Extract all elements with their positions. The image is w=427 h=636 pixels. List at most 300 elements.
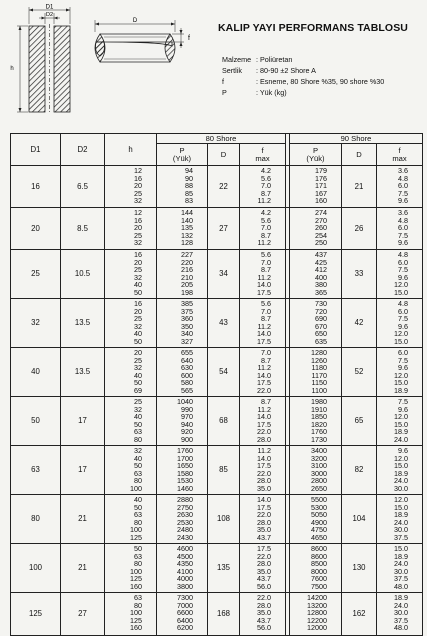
cell-value: 15.0 bbox=[394, 544, 408, 553]
cell-value: 250 bbox=[315, 238, 327, 247]
cell-h bbox=[105, 446, 157, 495]
cell-value: 5.6 bbox=[261, 250, 271, 259]
h-dimension bbox=[17, 26, 28, 112]
cell-value: 1100 bbox=[311, 385, 327, 395]
cell-h bbox=[105, 166, 157, 208]
cell-value: 100 bbox=[130, 525, 142, 534]
cell-value: 12200 bbox=[307, 615, 327, 625]
cell-p80 bbox=[157, 495, 208, 544]
cell-f80 bbox=[240, 397, 286, 446]
cell-value: 970 bbox=[181, 412, 193, 421]
cell-value: 35.0 bbox=[257, 608, 271, 617]
cell-d90: 42 bbox=[342, 299, 377, 348]
cell-p90 bbox=[290, 544, 342, 593]
cell-value: 4600 bbox=[177, 544, 193, 553]
cell-d1: 20 bbox=[11, 208, 61, 250]
table-row bbox=[11, 166, 423, 208]
cell-value: 30.0 bbox=[394, 608, 408, 617]
cell-value: 5.6 bbox=[261, 173, 271, 183]
cell-value: 50 bbox=[134, 544, 142, 553]
spec-row bbox=[222, 76, 384, 87]
cell-value: 32 bbox=[134, 272, 142, 282]
cell-value: 730 bbox=[315, 299, 327, 308]
cell-value: 2630 bbox=[177, 510, 193, 519]
cell-value: 17.5 bbox=[257, 419, 271, 429]
cell-value: 24.0 bbox=[394, 434, 408, 444]
col-header-h: h bbox=[105, 134, 157, 166]
cell-h bbox=[105, 544, 157, 593]
cell-p80 bbox=[157, 166, 208, 208]
cell-d90: 82 bbox=[342, 446, 377, 495]
cell-value: 12 bbox=[134, 166, 142, 175]
cell-value: 360 bbox=[181, 314, 193, 323]
cell-p90 bbox=[290, 208, 342, 250]
cell-value: 50 bbox=[134, 461, 142, 470]
cell-value: 56.0 bbox=[257, 581, 271, 591]
cell-p90 bbox=[290, 593, 342, 636]
cell-value: 14200 bbox=[307, 593, 327, 602]
cell-value: 15.0 bbox=[394, 461, 408, 470]
cell-value: 176 bbox=[315, 173, 327, 183]
cell-value: 327 bbox=[181, 336, 193, 346]
cell-d2: 21 bbox=[61, 495, 105, 544]
cell-value: 1260 bbox=[311, 355, 327, 365]
cell-h bbox=[105, 397, 157, 446]
cell-value: 4.8 bbox=[398, 215, 408, 225]
cell-p90 bbox=[290, 250, 342, 299]
cell-value: 216 bbox=[181, 265, 193, 274]
cell-f80 bbox=[240, 446, 286, 495]
group-header-80-shore: 80 Shore bbox=[157, 134, 286, 144]
cell-value: 6.0 bbox=[398, 223, 408, 232]
cell-d90: 52 bbox=[342, 348, 377, 397]
cell-value: 28.0 bbox=[257, 559, 271, 568]
cell-d80: 135 bbox=[208, 544, 240, 593]
cell-value: 15.0 bbox=[394, 287, 408, 297]
cell-d1: 125 bbox=[11, 593, 61, 636]
cell-value: 2750 bbox=[177, 502, 193, 512]
cell-value: 4650 bbox=[311, 532, 327, 542]
cell-value: 80 bbox=[134, 559, 142, 568]
cell-d1: 16 bbox=[11, 166, 61, 208]
cell-value: 17.5 bbox=[257, 287, 271, 297]
cell-p80 bbox=[157, 593, 208, 636]
cell-value: 12.0 bbox=[394, 495, 408, 504]
table-row bbox=[11, 446, 423, 495]
cell-value: 17.5 bbox=[257, 378, 271, 387]
spec-label: f bbox=[222, 77, 224, 86]
cell-value: 7.0 bbox=[261, 181, 271, 190]
cell-value: 900 bbox=[181, 434, 193, 444]
cell-value: 437 bbox=[315, 250, 327, 259]
cell-value: 56.0 bbox=[257, 623, 271, 632]
spec-list bbox=[222, 54, 384, 98]
cell-value: 9.6 bbox=[398, 321, 408, 331]
cell-value: 63 bbox=[134, 593, 142, 602]
cell-value: 274 bbox=[315, 208, 327, 217]
cell-value: 350 bbox=[181, 321, 193, 331]
spring-cross-section bbox=[29, 24, 70, 114]
cell-p90 bbox=[290, 348, 342, 397]
table-row bbox=[11, 495, 423, 544]
cell-value: 24.0 bbox=[394, 517, 408, 527]
cell-value: 40 bbox=[134, 329, 142, 338]
cell-value: 3.6 bbox=[398, 208, 408, 217]
cell-value: 22.0 bbox=[257, 551, 271, 561]
cell-p80 bbox=[157, 250, 208, 299]
cell-d80: 43 bbox=[208, 299, 240, 348]
spec-value: : Poliüretan bbox=[256, 55, 293, 64]
cell-value: 1760 bbox=[177, 446, 193, 455]
spec-label: P bbox=[222, 88, 227, 97]
cell-value: 375 bbox=[181, 306, 193, 316]
cell-d1: 100 bbox=[11, 544, 61, 593]
cell-value: 16 bbox=[134, 299, 142, 308]
cell-value: 8000 bbox=[311, 566, 327, 576]
cell-value: 40 bbox=[134, 453, 142, 463]
cell-value: 3000 bbox=[311, 468, 327, 478]
cell-value: 340 bbox=[181, 329, 193, 338]
cell-value: 32 bbox=[134, 196, 142, 205]
cell-value: 15.0 bbox=[394, 378, 408, 387]
cell-value: 14.0 bbox=[257, 412, 271, 421]
cell-value: 94 bbox=[185, 166, 193, 175]
cell-value: 4900 bbox=[311, 517, 327, 527]
cell-f90 bbox=[377, 348, 423, 397]
cell-value: 8.7 bbox=[261, 355, 271, 365]
cell-value: 16 bbox=[134, 215, 142, 225]
cell-value: 63 bbox=[134, 551, 142, 561]
cell-value: 12.0 bbox=[394, 329, 408, 338]
cell-value: 412 bbox=[315, 265, 327, 274]
cell-p90 bbox=[290, 397, 342, 446]
cell-value: 144 bbox=[181, 208, 193, 217]
cell-value: 15.0 bbox=[394, 502, 408, 512]
cell-value: 13200 bbox=[307, 600, 327, 610]
cell-value: 6.0 bbox=[398, 306, 408, 316]
spec-row bbox=[222, 54, 384, 65]
cell-value: 5050 bbox=[311, 510, 327, 519]
cell-value: 7.0 bbox=[261, 306, 271, 316]
cell-value: 940 bbox=[181, 419, 193, 429]
cell-value: 6.0 bbox=[398, 348, 408, 357]
cell-value: 3200 bbox=[311, 453, 327, 463]
cell-value: 4500 bbox=[177, 551, 193, 561]
cell-value: 635 bbox=[315, 336, 327, 346]
cell-d2: 27 bbox=[61, 593, 105, 636]
cell-value: 1980 bbox=[311, 397, 327, 406]
spec-label: Sertlik bbox=[222, 66, 242, 75]
cell-d1: 50 bbox=[11, 397, 61, 446]
cell-value: 7.0 bbox=[261, 257, 271, 267]
cell-value: 2530 bbox=[177, 517, 193, 527]
cell-value: 3.6 bbox=[398, 166, 408, 175]
cell-value: 18.9 bbox=[394, 593, 408, 602]
cell-value: 6200 bbox=[177, 623, 193, 632]
spec-value: : Esneme, 80 Shore %35, 90 shore %30 bbox=[256, 77, 385, 86]
cell-p90 bbox=[290, 166, 342, 208]
cell-value: 160 bbox=[315, 196, 327, 205]
cell-value: 3400 bbox=[311, 446, 327, 455]
cell-value: 63 bbox=[134, 427, 142, 436]
cell-value: 1460 bbox=[177, 483, 193, 493]
cell-value: 15.0 bbox=[394, 336, 408, 346]
cell-value: 580 bbox=[181, 378, 193, 387]
cell-value: 7.5 bbox=[398, 314, 408, 323]
col-header-f-80: f max bbox=[240, 144, 286, 166]
cell-d1: 40 bbox=[11, 348, 61, 397]
cell-d80: 168 bbox=[208, 593, 240, 636]
cell-value: 1760 bbox=[311, 427, 327, 436]
cell-f90 bbox=[377, 166, 423, 208]
cell-value: 171 bbox=[315, 181, 327, 190]
cell-value: 100 bbox=[130, 566, 142, 576]
cell-value: 7.0 bbox=[261, 348, 271, 357]
cell-value: 25 bbox=[134, 188, 142, 198]
cell-value: 600 bbox=[181, 370, 193, 380]
d1-label: D1 bbox=[45, 4, 54, 11]
cell-f90 bbox=[377, 593, 423, 636]
cell-value: 18.9 bbox=[394, 385, 408, 395]
cell-value: 630 bbox=[181, 363, 193, 372]
cell-value: 7.5 bbox=[398, 355, 408, 365]
cell-value: 655 bbox=[181, 348, 193, 357]
cell-d90: 26 bbox=[342, 208, 377, 250]
cell-d80: 68 bbox=[208, 397, 240, 446]
cell-f80 bbox=[240, 593, 286, 636]
cell-value: 210 bbox=[181, 272, 193, 282]
cell-d2: 6.5 bbox=[61, 166, 105, 208]
cell-value: 12.0 bbox=[394, 453, 408, 463]
cell-value: 43.7 bbox=[257, 532, 271, 542]
cell-value: 14.0 bbox=[257, 495, 271, 504]
cell-value: 990 bbox=[181, 404, 193, 414]
cell-value: 30.0 bbox=[394, 525, 408, 534]
cell-value: 43.7 bbox=[257, 615, 271, 625]
cell-value: 48.0 bbox=[394, 623, 408, 632]
cell-d90: 130 bbox=[342, 544, 377, 593]
col-header-f-90: f max bbox=[377, 144, 423, 166]
cell-value: 160 bbox=[130, 623, 142, 632]
cell-d80: 22 bbox=[208, 166, 240, 208]
cell-d80: 85 bbox=[208, 446, 240, 495]
cell-value: 8.7 bbox=[261, 188, 271, 198]
cell-value: 1730 bbox=[311, 434, 327, 444]
cell-value: 35.0 bbox=[257, 483, 271, 493]
cell-value: 227 bbox=[181, 250, 193, 259]
spring-diagram bbox=[4, 4, 204, 124]
cell-value: 24.0 bbox=[394, 559, 408, 568]
cell-value: 50 bbox=[134, 502, 142, 512]
cell-value: 25 bbox=[134, 397, 142, 406]
cell-value: 20 bbox=[134, 223, 142, 232]
table-row bbox=[11, 544, 423, 593]
cell-value: 25 bbox=[134, 355, 142, 365]
cell-value: 385 bbox=[181, 299, 193, 308]
cell-value: 43.7 bbox=[257, 574, 271, 583]
cell-value: 2480 bbox=[177, 525, 193, 534]
cell-value: 205 bbox=[181, 280, 193, 289]
cell-value: 18.9 bbox=[394, 510, 408, 519]
cell-value: 425 bbox=[315, 257, 327, 267]
table-row bbox=[11, 348, 423, 397]
cell-value: 650 bbox=[315, 329, 327, 338]
cell-value: 18.9 bbox=[394, 427, 408, 436]
cell-value: 260 bbox=[315, 223, 327, 232]
cell-f80 bbox=[240, 250, 286, 299]
cell-value: 11.2 bbox=[257, 238, 271, 247]
cell-value: 1820 bbox=[311, 419, 327, 429]
cell-d1: 32 bbox=[11, 299, 61, 348]
cell-value: 2650 bbox=[311, 483, 327, 493]
cell-value: 12.0 bbox=[394, 370, 408, 380]
cell-value: 28.0 bbox=[257, 600, 271, 610]
cell-value: 670 bbox=[315, 321, 327, 331]
cell-value: 40 bbox=[134, 280, 142, 289]
cell-value: 28.0 bbox=[257, 517, 271, 527]
cell-value: 40 bbox=[134, 495, 142, 504]
cell-p80 bbox=[157, 446, 208, 495]
cell-value: 14.0 bbox=[257, 280, 271, 289]
cell-value: 2800 bbox=[311, 476, 327, 485]
cell-value: 1700 bbox=[177, 453, 193, 463]
cell-value: 30.0 bbox=[394, 566, 408, 576]
cell-value: 8.7 bbox=[261, 397, 271, 406]
cell-h bbox=[105, 299, 157, 348]
cell-value: 8.7 bbox=[261, 314, 271, 323]
cell-value: 1910 bbox=[311, 404, 327, 414]
cell-h bbox=[105, 250, 157, 299]
cell-value: 22.0 bbox=[257, 510, 271, 519]
cell-value: 22.0 bbox=[257, 593, 271, 602]
cell-value: 1040 bbox=[177, 397, 193, 406]
cell-d2: 21 bbox=[61, 544, 105, 593]
f-label: f bbox=[188, 35, 190, 42]
cell-value: 30.0 bbox=[394, 483, 408, 493]
cell-value: 6.0 bbox=[398, 181, 408, 190]
table-row bbox=[11, 397, 423, 446]
cell-value: 20 bbox=[134, 181, 142, 190]
cell-value: 11.2 bbox=[257, 404, 271, 414]
cell-f90 bbox=[377, 495, 423, 544]
cell-value: 7500 bbox=[311, 581, 327, 591]
cell-d2: 13.5 bbox=[61, 348, 105, 397]
cell-value: 32 bbox=[134, 321, 142, 331]
cell-value: 50 bbox=[134, 336, 142, 346]
cell-value: 50 bbox=[134, 378, 142, 387]
cell-value: 7000 bbox=[177, 600, 193, 610]
table-row bbox=[11, 299, 423, 348]
cell-p80 bbox=[157, 348, 208, 397]
cell-value: 8.7 bbox=[261, 230, 271, 240]
cell-value: 25 bbox=[134, 230, 142, 240]
cell-value: 7.0 bbox=[261, 223, 271, 232]
cell-value: 22.0 bbox=[257, 427, 271, 436]
compressed-spring-view bbox=[95, 34, 175, 62]
cell-h bbox=[105, 348, 157, 397]
cell-value: 100 bbox=[130, 483, 142, 493]
cell-value: 220 bbox=[181, 257, 193, 267]
cell-value: 20 bbox=[134, 348, 142, 357]
cell-value: 2880 bbox=[177, 495, 193, 504]
cell-value: 8600 bbox=[311, 544, 327, 553]
cell-p90 bbox=[290, 446, 342, 495]
col-header-d-80: D bbox=[208, 144, 240, 166]
cell-value: 8.7 bbox=[261, 265, 271, 274]
table-row bbox=[11, 208, 423, 250]
cell-value: 37.5 bbox=[394, 615, 408, 625]
cell-f80 bbox=[240, 208, 286, 250]
cell-value: 4.8 bbox=[398, 173, 408, 183]
cell-d90: 65 bbox=[342, 397, 377, 446]
cell-value: 4350 bbox=[177, 559, 193, 568]
cell-value: 4000 bbox=[177, 574, 193, 583]
cell-value: 80 bbox=[134, 600, 142, 610]
cell-value: 9.6 bbox=[398, 404, 408, 414]
cell-value: 37.5 bbox=[394, 532, 408, 542]
cell-value: 1180 bbox=[311, 363, 327, 372]
cell-value: 1580 bbox=[177, 468, 193, 478]
cell-d1: 63 bbox=[11, 446, 61, 495]
cell-value: 22.0 bbox=[257, 468, 271, 478]
cell-value: 18.9 bbox=[394, 551, 408, 561]
cell-value: 12.0 bbox=[394, 280, 408, 289]
cell-f90 bbox=[377, 250, 423, 299]
cell-d80: 108 bbox=[208, 495, 240, 544]
cell-value: 12.0 bbox=[394, 412, 408, 421]
cell-h bbox=[105, 593, 157, 636]
cell-value: 32 bbox=[134, 363, 142, 372]
cell-value: 4100 bbox=[177, 566, 193, 576]
cell-value: 50 bbox=[134, 419, 142, 429]
cell-value: 32 bbox=[134, 404, 142, 414]
cell-value: 48.0 bbox=[394, 581, 408, 591]
cell-value: 160 bbox=[130, 581, 142, 591]
cell-value: 4.8 bbox=[398, 250, 408, 259]
spec-value: : Yük (kg) bbox=[256, 88, 287, 97]
table-row bbox=[11, 593, 423, 636]
performance-table bbox=[10, 133, 423, 636]
cell-value: 14.0 bbox=[257, 329, 271, 338]
cell-value: 8600 bbox=[311, 551, 327, 561]
cell-d1: 25 bbox=[11, 250, 61, 299]
cell-value: 5500 bbox=[311, 495, 327, 504]
cell-value: 5.6 bbox=[261, 215, 271, 225]
cell-value: 24.0 bbox=[394, 600, 408, 610]
cell-d90: 104 bbox=[342, 495, 377, 544]
document-title: KALIP YAYI PERFORMANS TABLOSU bbox=[218, 22, 408, 34]
cell-value: 254 bbox=[315, 230, 327, 240]
cell-p90 bbox=[290, 495, 342, 544]
cell-value: 17.5 bbox=[257, 502, 271, 512]
cell-h bbox=[105, 495, 157, 544]
cell-value: 32 bbox=[134, 238, 142, 247]
cell-f90 bbox=[377, 397, 423, 446]
cell-p80 bbox=[157, 208, 208, 250]
cell-value: 380 bbox=[315, 280, 327, 289]
cell-value: 1150 bbox=[311, 378, 327, 387]
cell-p80 bbox=[157, 397, 208, 446]
cell-value: 5300 bbox=[311, 502, 327, 512]
cell-value: 400 bbox=[315, 272, 327, 282]
cell-p80 bbox=[157, 544, 208, 593]
cell-value: 35.0 bbox=[257, 525, 271, 534]
cell-value: 12800 bbox=[307, 608, 327, 617]
cell-d2: 17 bbox=[61, 397, 105, 446]
cell-value: 83 bbox=[185, 196, 193, 205]
cell-value: 179 bbox=[315, 166, 327, 175]
cell-value: 4.2 bbox=[261, 166, 271, 175]
